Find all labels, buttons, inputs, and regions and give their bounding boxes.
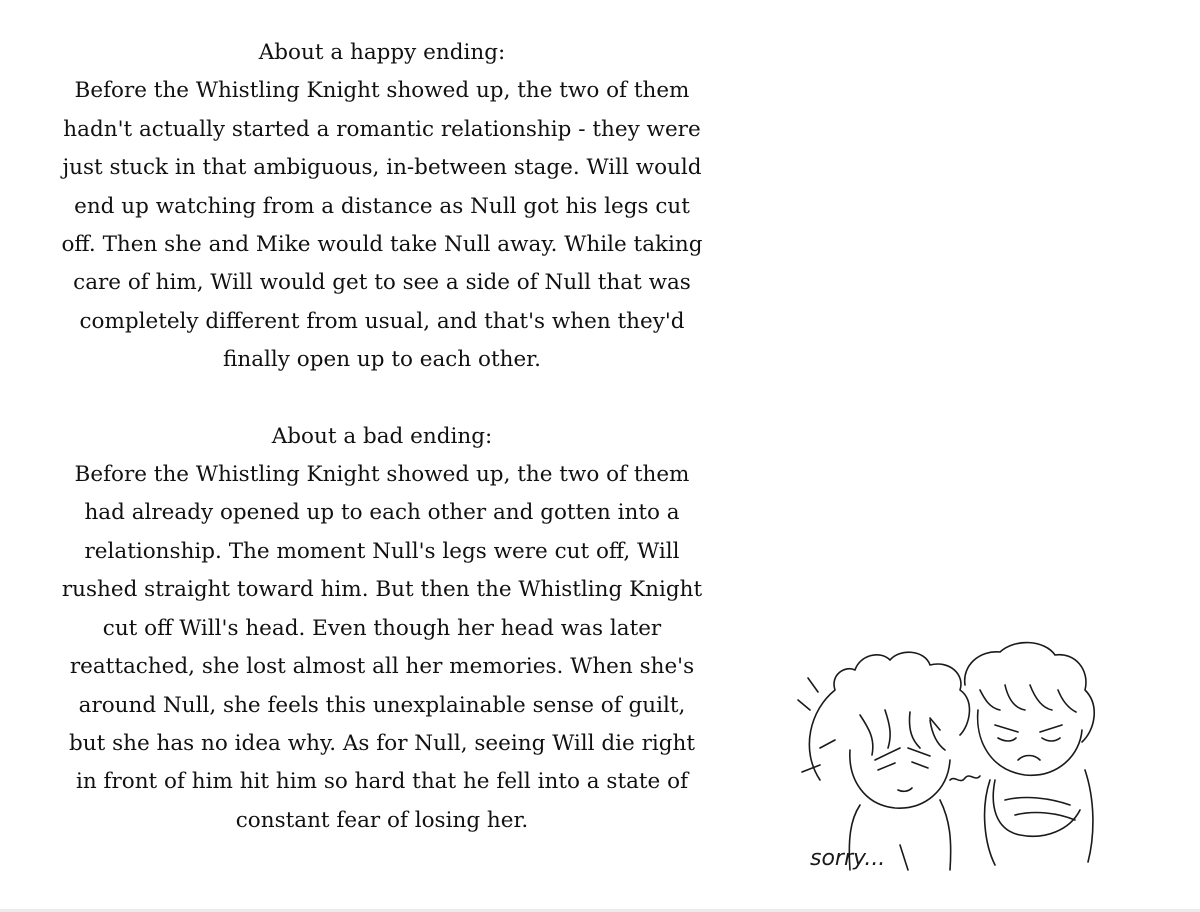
- happy-ending-line: care of him, Will would get to see a side of Null that was: [73, 270, 691, 296]
- happy-ending-line: hadn't actually started a romantic relationship - they were: [63, 116, 701, 142]
- bad-ending-line: reattached, she lost almost all her memories. When she's: [69, 654, 695, 680]
- two-characters-doodle-icon: [790, 630, 1130, 890]
- right-mouth: [1018, 756, 1040, 761]
- bad-ending-line: had already opened up to each other and gotten into a: [84, 500, 680, 526]
- right-body: [985, 770, 1093, 865]
- bad-ending-line: but she has no idea why. As for Null, seeing Will die right: [69, 730, 695, 756]
- left-mouth: [898, 788, 912, 791]
- bad-ending-line: Before the Whistling Knight showed up, the two of them: [74, 462, 690, 488]
- right-face: [978, 710, 1082, 775]
- left-eyes: [875, 748, 930, 770]
- grumble-squiggle: [950, 776, 980, 781]
- left-face: [850, 750, 950, 808]
- happy-ending-line: completely different from usual, and that's when they'd: [79, 308, 685, 334]
- happy-ending-line: off. Then she and Mike would take Null away. While taking: [61, 232, 703, 258]
- caption-tick: [900, 845, 908, 870]
- happy-ending-heading: About a happy ending:: [258, 40, 506, 65]
- bad-ending-line: rushed straight toward him. But then the Whistling Knight: [61, 577, 703, 603]
- bad-ending-line: constant fear of losing her.: [235, 807, 529, 833]
- section-gap: [22, 380, 742, 418]
- happy-ending-line: finally open up to each other.: [223, 347, 541, 373]
- left-hair-outline: [809, 652, 969, 780]
- right-arms: [993, 780, 1080, 836]
- bad-ending-line: relationship. The moment Null's legs were cut off, Will: [84, 538, 680, 564]
- left-hair-spikes: [798, 678, 940, 772]
- bad-ending-line: around Null, she feels this unexplainable sense of guilt,: [78, 692, 686, 718]
- bad-ending-line: cut off Will's head. Even though her head was later: [102, 615, 662, 641]
- right-hair-outline: [965, 643, 1095, 742]
- left-bangs: [860, 710, 945, 755]
- bad-ending-heading: About a bad ending:: [271, 423, 493, 449]
- sorry-caption: sorry...: [810, 846, 886, 871]
- text-column: [22, 34, 742, 840]
- happy-ending-line: just stuck in that ambiguous, in-between stage. Will would: [62, 155, 702, 181]
- doodle-svg: [790, 630, 1130, 890]
- happy-ending-line: Before the Whistling Knight showed up, the two of them: [74, 78, 690, 104]
- happy-ending-line: end up watching from a distance as Null got his legs cut: [74, 193, 690, 219]
- right-eyes: [995, 725, 1062, 741]
- right-bangs: [980, 685, 1076, 712]
- bad-ending-line: in front of him hit him so hard that he fell into a state of: [75, 769, 689, 795]
